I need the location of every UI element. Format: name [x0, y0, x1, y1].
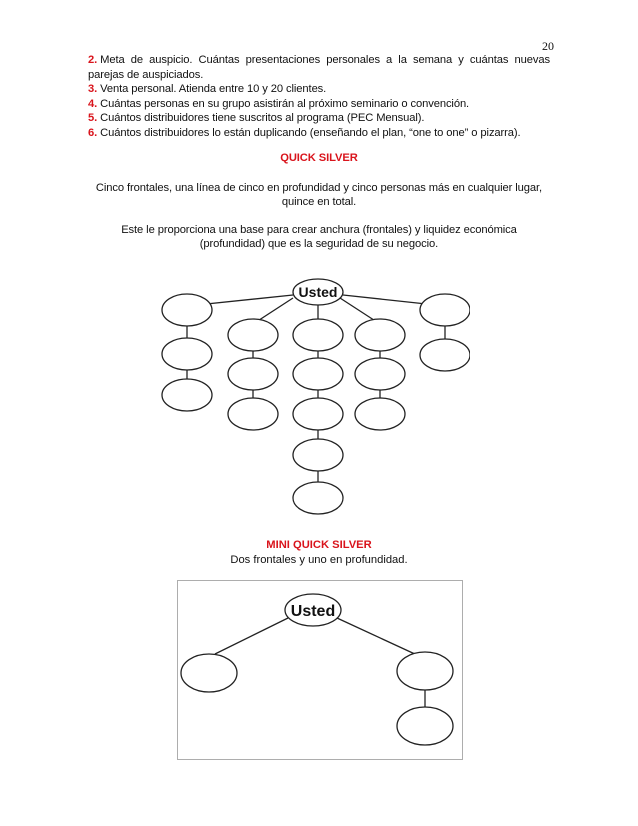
list-item-text: Meta de auspicio. Cuántas presentaciones personales a la semana y cuántas nuevas parejas de auspiciados. [88, 54, 550, 81]
root-node-label: Usted [298, 284, 338, 300]
tree-node [397, 652, 453, 690]
quick-silver-description: Cinco frontales, una línea de cinco en profundidad y cinco personas más en cualquier lugar, quince en total. [95, 181, 543, 208]
tree-node [162, 338, 212, 370]
list-item-number: 4. [88, 97, 98, 110]
tree-node [162, 294, 212, 326]
tree-node [355, 358, 405, 390]
list-item [88, 53, 550, 82]
list-item [88, 82, 550, 97]
tree-node [397, 707, 453, 745]
list-item-number: 2. [88, 54, 98, 66]
mini-quick-silver-heading: MINI QUICK SILVER [266, 539, 372, 551]
mini-quick-silver-subtitle: Dos frontales y uno en profundidad. [230, 553, 408, 566]
connector-lines [215, 618, 425, 708]
quick-silver-diagram [150, 277, 470, 522]
tree-node [228, 398, 278, 430]
list-item-number: 6. [88, 126, 98, 139]
list-item-text: Venta personal. Atienda entre 10 y 20 clientes. [100, 83, 327, 95]
mini-quick-silver-diagram [177, 580, 463, 760]
tree-node [293, 439, 343, 471]
quick-silver-heading: QUICK SILVER [280, 152, 358, 164]
tree-node [162, 379, 212, 411]
page-number: 20 [542, 39, 554, 53]
list-item-number: 5. [88, 112, 98, 124]
list-item [88, 97, 550, 112]
tree-node [293, 398, 343, 430]
tree-node [420, 294, 470, 326]
tree-node [293, 482, 343, 514]
page-body [88, 53, 550, 252]
root-node-label: Usted [290, 603, 336, 620]
tree-node [293, 358, 343, 390]
list-item-text: Cuántas personas en su grupo asistirán al próximo seminario o convención. [100, 97, 470, 110]
tree-node [420, 339, 470, 371]
tree-node [355, 319, 405, 351]
tree-node [293, 319, 343, 351]
tree-node [228, 358, 278, 390]
list-item [88, 111, 550, 126]
list-item-text: Cuántos distribuidores tiene suscritos al programa (PEC Mensual). [100, 112, 425, 124]
list-item-text: Cuántos distribuidores lo están duplicando (enseñando el plan, “one to one” o pizarra). [100, 126, 521, 139]
mini-quick-silver-caption [88, 538, 550, 567]
tree-node [355, 398, 405, 430]
list-item-number: 3. [88, 83, 98, 95]
tree-node [181, 654, 237, 692]
tree-node [228, 319, 278, 351]
list-item [88, 126, 550, 141]
quick-silver-explanation: Este le proporciona una base para crear anchura (frontales) y liquidez económica (profundidad) que es la seguridad de su negocio. [121, 223, 517, 250]
tree-nodes [162, 279, 470, 514]
